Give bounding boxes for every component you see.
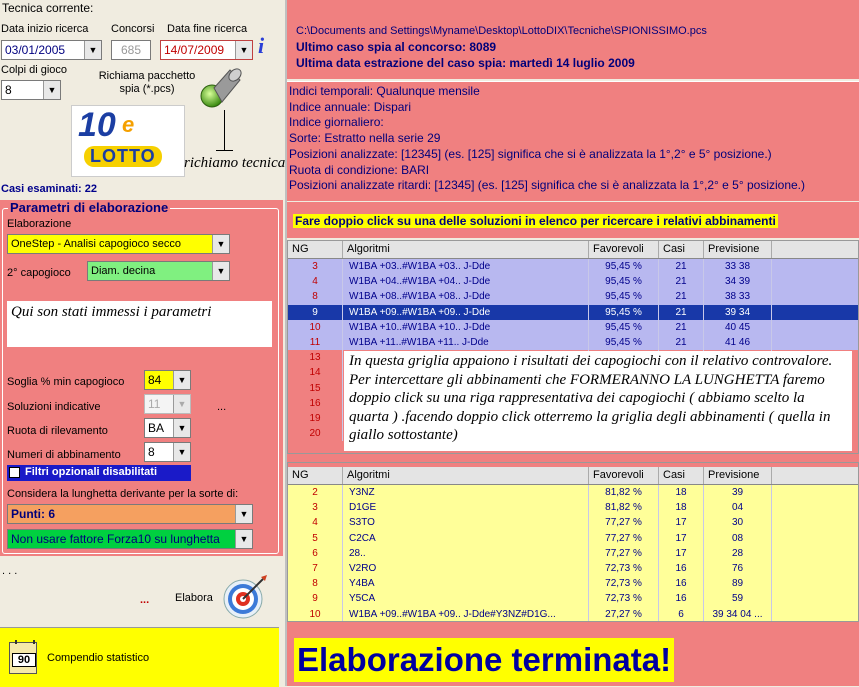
dots-red: ... — [140, 594, 150, 606]
grid1-col-previsione[interactable]: Previsione — [704, 241, 772, 258]
grid2-cell: 17 — [659, 531, 704, 546]
concorsi-value: 685 — [120, 43, 142, 57]
arrow-line — [224, 110, 225, 150]
grid2-cell: 39 — [704, 485, 772, 500]
chevron-down-icon[interactable]: ▼ — [173, 443, 190, 461]
grid1-cell: 21 — [659, 259, 704, 274]
table-row[interactable] — [288, 259, 859, 274]
logo-lotto: LOTTO — [84, 146, 162, 167]
chevron-down-icon[interactable]: ▼ — [235, 530, 252, 548]
casi-esaminati: Casi esaminati: 22 — [1, 183, 97, 195]
grid1-cell-empty — [772, 335, 859, 350]
grid1-cell: 15 — [288, 381, 343, 396]
grid1-cell: 95,45 % — [589, 289, 659, 304]
richiamo-tecnica-label: richiamo tecnica — [184, 155, 286, 171]
grid2-cell-empty — [772, 591, 859, 606]
chevron-down-icon[interactable]: ▼ — [173, 395, 190, 413]
forza-select[interactable] — [7, 529, 253, 549]
grid2-cell: 16 — [659, 591, 704, 606]
data-inizio-value: 03/01/2005 — [5, 43, 66, 57]
capogioco2-value: Diam. decina — [91, 265, 156, 277]
grid1-cell: 19 — [288, 411, 343, 426]
grid2-cell: 89 — [704, 576, 772, 591]
grid2-cell: C2CA — [343, 531, 589, 546]
ultimo-caso: Ultimo caso spia al concorso: 8089 — [296, 40, 497, 54]
grid2-col-previsione[interactable]: Previsione — [704, 467, 772, 484]
chevron-down-icon[interactable]: ▼ — [212, 235, 229, 253]
grid2-cell-empty — [772, 531, 859, 546]
table-row[interactable] — [288, 274, 859, 289]
data-fine-value: 14/07/2009 — [164, 43, 225, 57]
colpi-select[interactable] — [1, 80, 61, 100]
grid2-cell: 76 — [704, 561, 772, 576]
grid2-cell-empty — [772, 500, 859, 515]
parametri-title: Parametri di elaborazione — [10, 200, 169, 215]
grid1-cell-empty — [772, 320, 859, 335]
grid1-cell: 41 46 — [704, 335, 772, 350]
grid1-cell: 21 — [659, 289, 704, 304]
grid2-cell: S3TO — [343, 515, 589, 530]
grid1-cell: 4 — [288, 274, 343, 289]
grid1-cell: 95,45 % — [589, 305, 659, 320]
soglia-label: Soglia % min capogioco — [7, 376, 125, 388]
grid2-cell: 77,27 % — [589, 546, 659, 561]
soglia-value: 84 — [148, 373, 162, 387]
capogioco2-select[interactable] — [87, 261, 230, 281]
grid2-cell: W1BA +09..#W1BA +09.. J-Dde#Y3NZ#D1G... — [343, 607, 589, 622]
numeri-label: Numeri di abbinamento — [7, 449, 121, 461]
chevron-down-icon[interactable]: ▼ — [173, 371, 190, 389]
grid2-cell: 2 — [288, 485, 343, 500]
grid1-cell: 95,45 % — [589, 274, 659, 289]
grid1-cell: 39 34 — [704, 305, 772, 320]
instruction-text: Fare doppio click su una delle soluzioni in elenco per ricercare i relativi abbinamenti — [295, 214, 776, 228]
table-row[interactable] — [288, 320, 859, 335]
table-row[interactable] — [288, 546, 859, 561]
grid1-cell: 34 39 — [704, 274, 772, 289]
abbinamenti-grid[interactable] — [287, 462, 859, 622]
grid1-cell-empty — [772, 289, 859, 304]
filtri-checkbox-row[interactable] — [7, 465, 191, 481]
table-row[interactable] — [288, 591, 859, 606]
concorsi-label: Concorsi — [111, 23, 155, 35]
table-row[interactable] — [288, 576, 859, 591]
grid2-cell: Y4BA — [343, 576, 589, 591]
info-line: Indice giornaliero: — [289, 115, 384, 130]
status-panel — [287, 622, 859, 686]
grid2-cell: 6 — [288, 546, 343, 561]
elaborazione-value: OneStep - Analisi capogioco secco — [11, 238, 181, 250]
grid2-cell: 4 — [288, 515, 343, 530]
punti-select[interactable] — [7, 504, 253, 524]
numeri-value: 8 — [148, 445, 155, 459]
instruction-panel — [287, 202, 859, 238]
grid1-header — [288, 241, 859, 259]
data-fine-label: Data fine ricerca — [167, 23, 248, 35]
grid2-cell: 18 — [659, 500, 704, 515]
grid2-col-casi[interactable]: Casi — [659, 467, 704, 484]
grid1-cell: 11 — [288, 335, 343, 350]
10elotto-logo — [71, 105, 185, 177]
punti-value: Punti: 6 — [11, 507, 55, 521]
dots-small: . . . — [2, 565, 18, 577]
grid2-cell-empty — [772, 515, 859, 530]
concorsi-field[interactable] — [111, 40, 151, 60]
grid1-overlay-text: In questa griglia appaiono i risultati dei capogiochi con il relativo controvalore. Per intercettare gli abbinamenti che FORMERANNO LA LUNGHETTA faremo doppio click su una riga rappresentativa dei capogiochi ( abbiamo scelto la quarta ) .facendo doppio click otterremo la griglia degli abbinamenti ( quella in giallo sottostante) — [349, 353, 833, 443]
grid1-col-favorevoli[interactable]: Favorevoli — [589, 241, 659, 258]
calendar-icon-rings — [15, 640, 35, 644]
grid1-cell: 95,45 % — [589, 259, 659, 274]
grid1-cell-empty — [772, 305, 859, 320]
grid1-cell: W1BA +08..#W1BA +08.. J-Dde — [343, 289, 589, 304]
grid1-cell: 40 45 — [704, 320, 772, 335]
filtri-checkbox[interactable] — [9, 467, 20, 478]
grid2-header — [288, 467, 859, 485]
soluzioni-label: Soluzioni indicative — [7, 401, 101, 413]
grid2-cell: 8 — [288, 576, 343, 591]
forza-value: Non usare fattore Forza10 su lunghetta — [11, 532, 220, 546]
table-row[interactable] — [288, 289, 859, 304]
richiama-label — [92, 70, 202, 96]
grid2-cell: Y5CA — [343, 591, 589, 606]
info-line: Indici temporali: Qualunque mensile — [289, 84, 480, 98]
soluzioni-dots: ... — [217, 401, 227, 413]
table-row[interactable] — [288, 485, 859, 500]
grid1-cell-empty — [772, 259, 859, 274]
grid2-cell: 17 — [659, 515, 704, 530]
grid1-cell: 95,45 % — [589, 320, 659, 335]
chevron-down-icon[interactable]: ▼ — [235, 41, 252, 59]
table-row[interactable] — [288, 607, 859, 622]
elaborazione-label: Elaborazione — [7, 218, 72, 230]
capogiochi-grid[interactable] — [287, 240, 859, 454]
grid2-cell: Y3NZ — [343, 485, 589, 500]
grid2-cell-empty — [772, 485, 859, 500]
calendar-icon-text: 90 — [12, 653, 36, 667]
data-inizio-select[interactable] — [1, 40, 102, 60]
grid1-cell: 14 — [288, 365, 343, 380]
target-icon[interactable] — [221, 573, 269, 621]
grid1-cell: 33 38 — [704, 259, 772, 274]
grid2-cell: 9 — [288, 591, 343, 606]
grid-separator — [287, 454, 859, 462]
grid1-cell: 13 — [288, 350, 343, 365]
note-box — [7, 301, 272, 347]
elaborazione-select[interactable] — [7, 234, 230, 254]
chevron-down-icon[interactable]: ▼ — [235, 505, 252, 523]
info-line: Ruota di condizione: BARI — [289, 162, 430, 177]
grid2-cell: 77,27 % — [589, 531, 659, 546]
richiama-text: Richiama pacchetto spia (*.pcs) — [98, 70, 196, 95]
grid1-cell: 95,45 % — [589, 335, 659, 350]
logo-10: 10 — [78, 106, 116, 144]
grid1-col-casi[interactable]: Casi — [659, 241, 704, 258]
soluzioni-select[interactable] — [144, 394, 191, 414]
table-row[interactable] — [288, 515, 859, 530]
grid1-cell: 21 — [659, 335, 704, 350]
info-lines — [289, 84, 805, 194]
grid1-cell: W1BA +04..#W1BA +04.. J-Dde — [343, 274, 589, 289]
info-line: Indice annuale: Dispari — [289, 99, 412, 114]
grid2-cell: 77,27 % — [589, 515, 659, 530]
grid1-cell: 21 — [659, 320, 704, 335]
info-line: Posizioni analizzate ritardi: [12345] (es. [125] significa che si è analizzata la 1°,2° e 5° posizione.) — [289, 178, 806, 193]
filtri-label: Filtri opzionali disabilitati — [25, 466, 158, 478]
grid2-cell: 04 — [704, 500, 772, 515]
ruota-value: BA — [148, 421, 165, 435]
grid2-cell: 18 — [659, 485, 704, 500]
grid2-cell: V2RO — [343, 561, 589, 576]
grid2-cell: 81,82 % — [589, 500, 659, 515]
grid1-col-ng[interactable]: NG — [288, 241, 343, 258]
grid2-cell: D1GE — [343, 500, 589, 515]
ultima-data: Ultima data estrazione del caso spia: martedì 14 luglio 2009 — [296, 56, 635, 70]
info-line: Posizioni analizzate: [12345] (es. [125] significa che si è analizzata la 1°,2° e 5° posizione.) — [289, 146, 772, 161]
considera-label: Considera la lunghetta derivante per la sorte di: — [7, 488, 239, 500]
ruota-label: Ruota di rilevamento — [7, 425, 108, 437]
grid1-cell: 9 — [288, 305, 343, 320]
compendio-label: Compendio statistico — [47, 652, 150, 664]
soglia-select[interactable] — [144, 370, 191, 390]
grid2-col-favorevoli[interactable]: Favorevoli — [589, 467, 659, 484]
grid2-cell: 72,73 % — [589, 591, 659, 606]
grid1-cell: 10 — [288, 320, 343, 335]
grid2-cell-empty — [772, 546, 859, 561]
grid2-cell: 28 — [704, 546, 772, 561]
grid1-cell: 16 — [288, 396, 343, 411]
grid1-col-algoritmi[interactable]: Algoritmi — [343, 241, 589, 258]
numeri-select[interactable] — [144, 442, 191, 462]
grid1-cell: 20 — [288, 426, 343, 441]
grid1-cell: 21 — [659, 274, 704, 289]
chevron-down-icon[interactable]: ▼ — [173, 419, 190, 437]
calendar-icon[interactable] — [9, 642, 37, 674]
chevron-down-icon[interactable]: ▼ — [43, 81, 60, 99]
grid2-cell: 16 — [659, 576, 704, 591]
grid1-cell: 8 — [288, 289, 343, 304]
colpi-value: 8 — [5, 83, 12, 97]
grid2-cell: 5 — [288, 531, 343, 546]
grid2-cell: 3 — [288, 500, 343, 515]
compendio-bar[interactable] — [0, 627, 279, 687]
grid2-cell: 27,27 % — [589, 607, 659, 622]
table-row[interactable] — [288, 561, 859, 576]
grid1-cell: W1BA +10..#W1BA +10.. J-Dde — [343, 320, 589, 335]
info-line: Sorte: Estratto nella serie 29 — [289, 131, 441, 146]
terminated-text: Elaborazione terminata! — [294, 638, 674, 682]
grid2-cell: 6 — [659, 607, 704, 622]
info-panel — [287, 81, 859, 201]
chevron-down-icon[interactable]: ▼ — [84, 41, 101, 59]
grid2-cell: 17 — [659, 546, 704, 561]
grid2-cell: 28.. — [343, 546, 589, 561]
grid2-cell-empty — [772, 607, 859, 622]
grid2-cell: 72,73 % — [589, 561, 659, 576]
grid2-col-ng[interactable]: NG — [288, 467, 343, 484]
data-fine-select[interactable] — [160, 40, 253, 60]
chevron-down-icon[interactable]: ▼ — [212, 262, 229, 280]
info-icon[interactable]: i — [258, 33, 265, 58]
table-row[interactable] — [288, 305, 859, 320]
grid1-cell: 38 33 — [704, 289, 772, 304]
arrow-bar — [216, 150, 233, 151]
note-text: Qui son stati immessi i parametri — [11, 304, 212, 320]
table-row[interactable] — [288, 531, 859, 546]
grid2-cell: 30 — [704, 515, 772, 530]
grid2-cell: 81,82 % — [589, 485, 659, 500]
grid1-cell: W1BA +11..#W1BA +11.. J-Dde — [343, 335, 589, 350]
grid2-cell: 72,73 % — [589, 576, 659, 591]
logo-e: e — [122, 112, 135, 137]
grid2-cell-empty — [772, 576, 859, 591]
tecnica-corrente-label: Tecnica corrente: — [2, 1, 94, 15]
package-path: C:\Documents and Settings\Myname\Desktop\LottoDIX\Tecniche\SPIONISSIMO.pcs — [296, 25, 707, 37]
load-package-icon[interactable] — [196, 62, 246, 110]
grid1-cell-empty — [772, 274, 859, 289]
table-row[interactable] — [288, 500, 859, 515]
grid1-cell: 21 — [659, 305, 704, 320]
grid2-cell: 7 — [288, 561, 343, 576]
grid1-cell: W1BA +03..#W1BA +03.. J-Dde — [343, 259, 589, 274]
grid2-cell: 39 34 04 ... — [704, 607, 772, 622]
grid2-cell: 10 — [288, 607, 343, 622]
grid1-cell: 3 — [288, 259, 343, 274]
grid1-overlay-note — [344, 351, 852, 451]
colpi-label: Colpi di gioco — [1, 64, 68, 76]
capogioco2-label: 2° capogioco — [7, 267, 71, 279]
data-inizio-label: Data inizio ricerca — [1, 23, 89, 35]
soluzioni-value: 11 — [148, 397, 161, 411]
grid2-col-algoritmi[interactable]: Algoritmi — [343, 467, 589, 484]
table-row[interactable] — [288, 335, 859, 350]
grid2-cell-empty — [772, 561, 859, 576]
grid2-cell: 59 — [704, 591, 772, 606]
grid2-cell: 08 — [704, 531, 772, 546]
ruota-select[interactable] — [144, 418, 191, 438]
elabora-label: Elabora — [175, 592, 213, 604]
grid2-cell: 16 — [659, 561, 704, 576]
grid1-cell: W1BA +09..#W1BA +09.. J-Dde — [343, 305, 589, 320]
